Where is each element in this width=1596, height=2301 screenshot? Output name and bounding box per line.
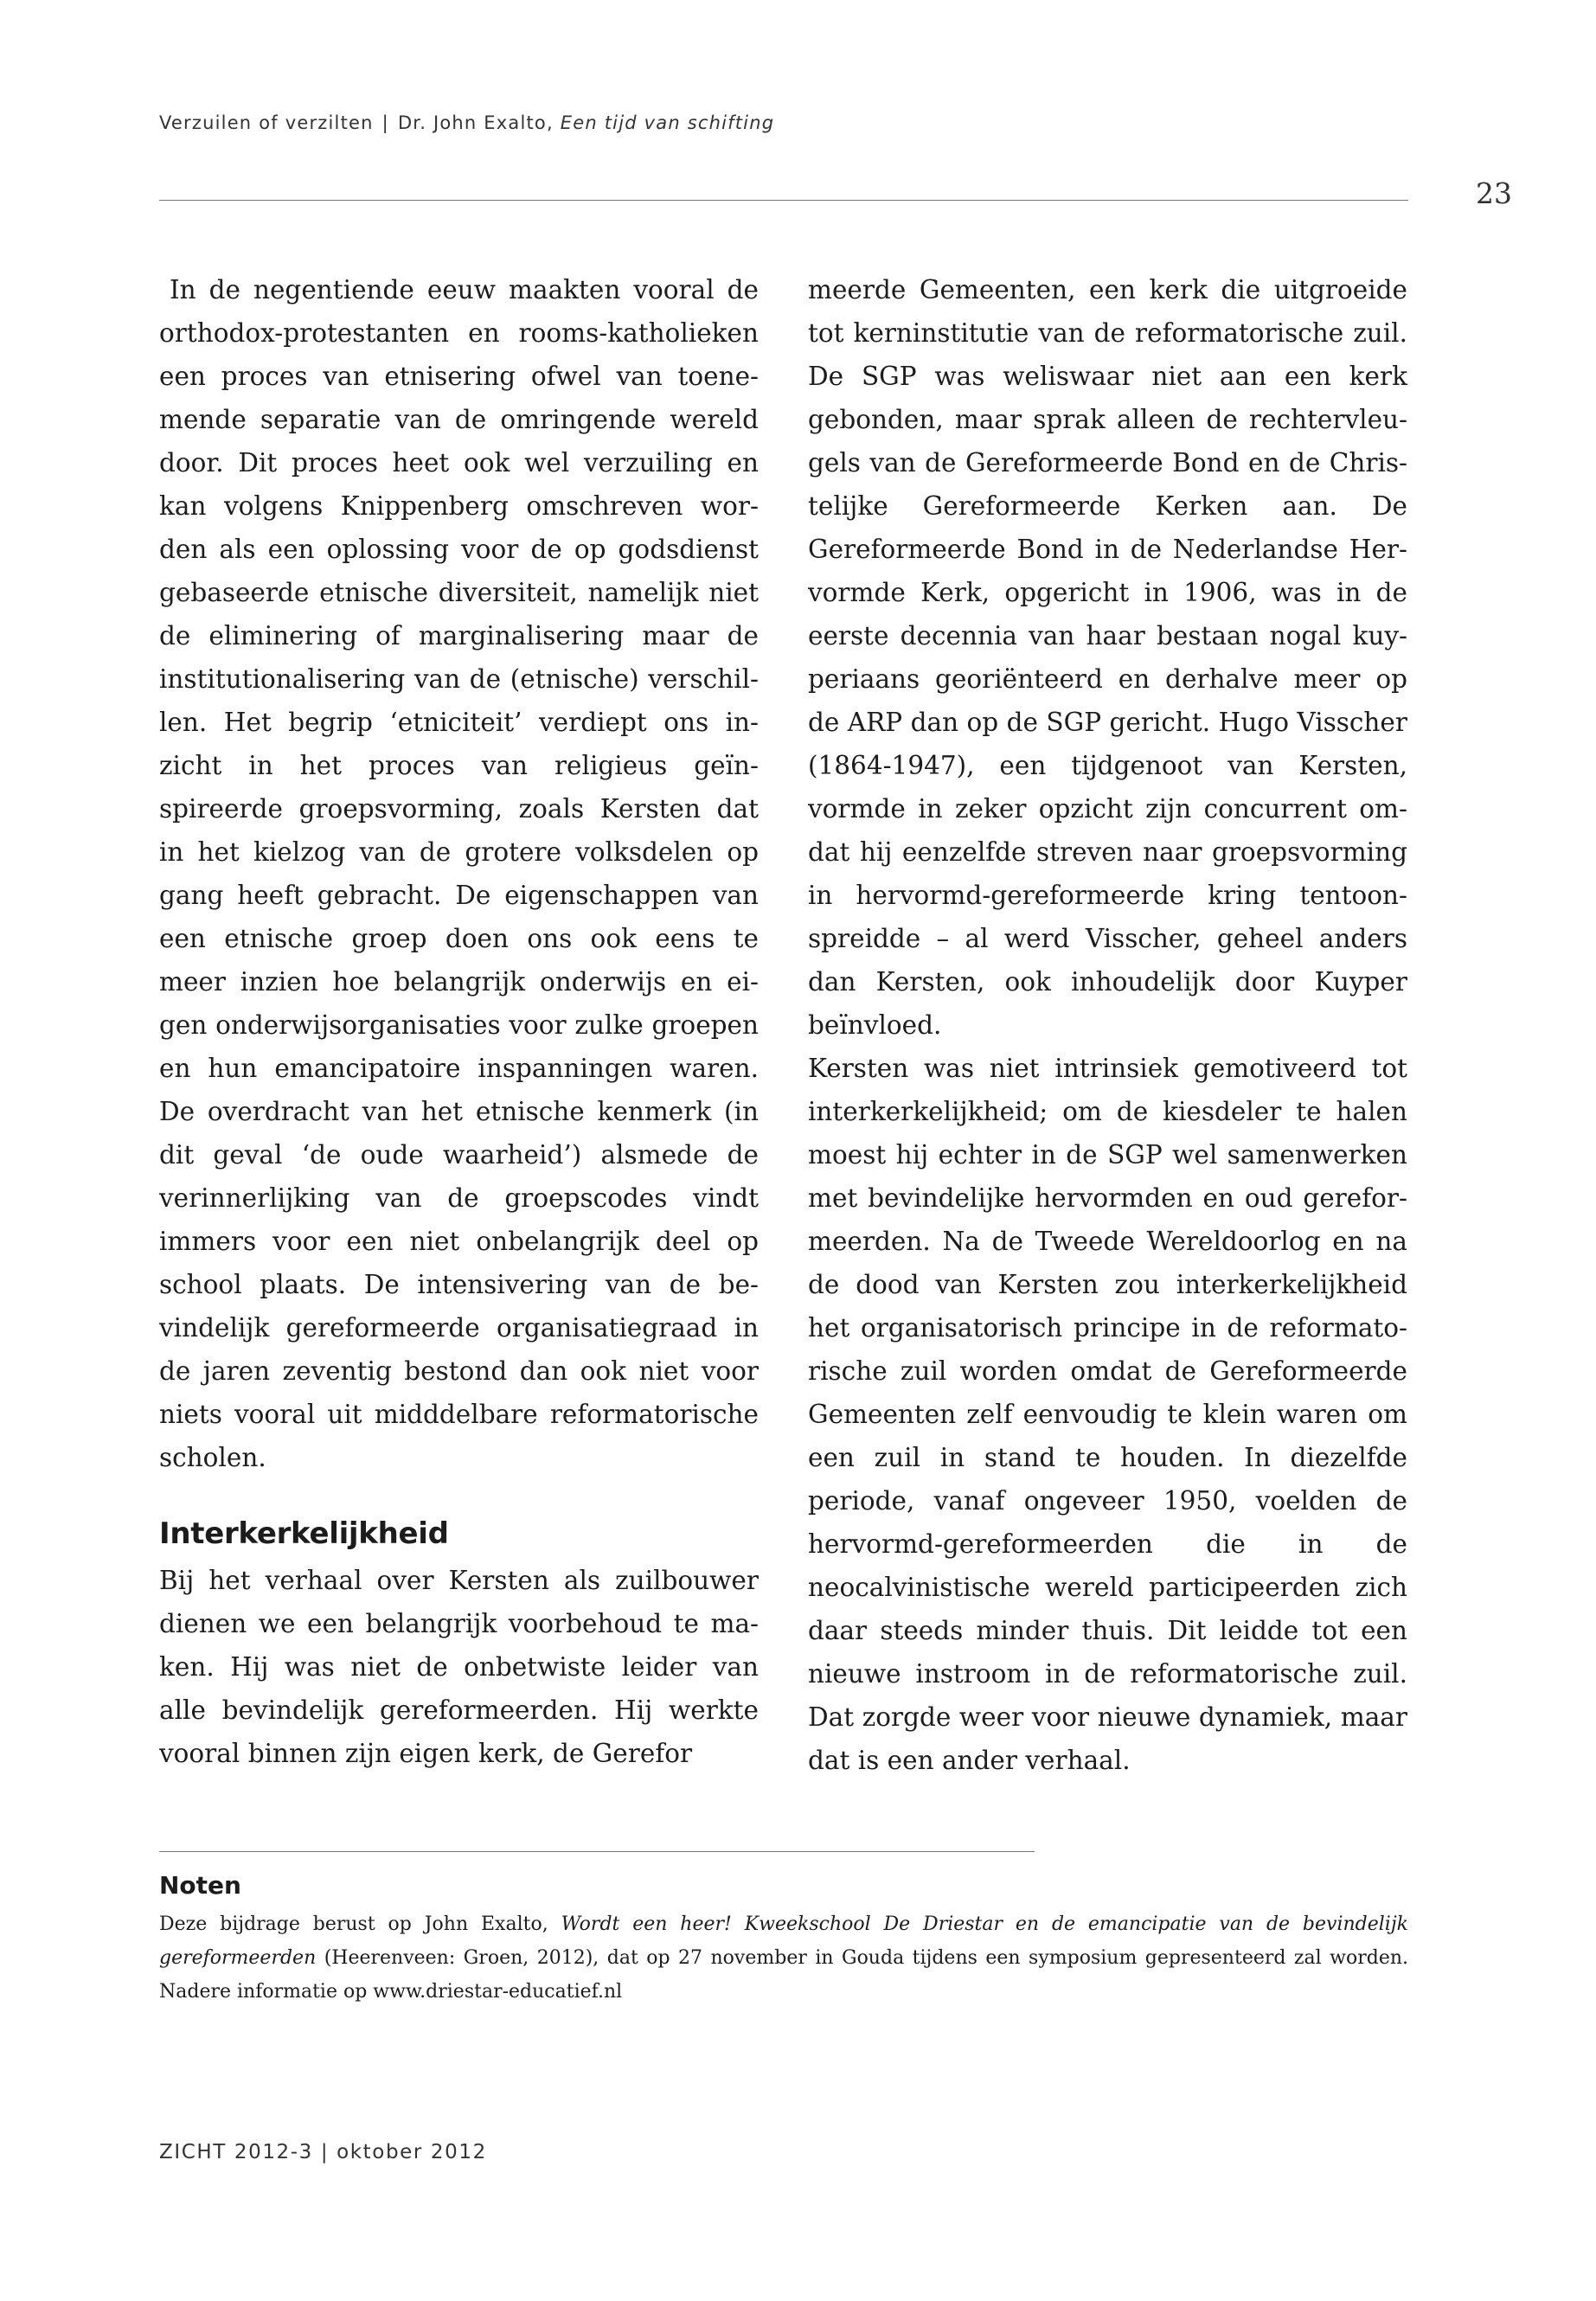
series-title: Verzuilen of verzilten <box>159 112 374 133</box>
header-separator: | <box>381 112 389 133</box>
article-title: Een tijd van schifting <box>560 112 775 133</box>
note-text-after: (Heerenveen: Groen, 2012), dat op 27 november in Gouda tijdens een symposium gepresenteerd zal worden. Nadere informatie op www.driestar-educatief.nl <box>159 1947 1408 2003</box>
note-book-title: Wordt een heer! Kweekschool De Driestar en de emancipatie van de bevindelijk gereformeerden <box>159 1913 1408 1969</box>
right-column <box>808 268 1407 1782</box>
header-rule <box>159 200 1408 201</box>
note-text <box>159 1907 1408 2009</box>
article-author: Dr. John Exalto, <box>397 112 554 133</box>
notes-title: Noten <box>159 1871 241 1900</box>
note-text-before: Deze bijdrage berust op John Exalto, <box>159 1913 561 1935</box>
body-paragraph: In de negentiende eeuw maakten vooral de orthodox-protestanten en rooms-katholieken een proces van etnisering ofwel van toenemende separatie van de omringende wereld door. Dit proces heet ook wel verzuiling en kan volgens Knippenberg omschreven worden als een oplossing voor de op godsdienst gebaseerde etnische diversiteit, namelijk niet de eliminering of marginalisering maar de institutionalisering van de (etnische) verschillen. Het begrip ‘etniciteit’ verdiept ons inzicht in het proces van religieus geïnspireerde groepsvorming, zoals Kersten dat in het kielzog van de grotere volksdelen op gang heeft gebracht. De eigenschappen van een etnische groep doen ons ook eens te meer inzien hoe belangrijk onderwijs en eigen onderwijsorganisaties voor zulke groepen en hun emancipatoire inspanningen waren. De overdracht van het etnische kenmerk (in dit geval ‘de oude waarheid’) alsmede de verinnerlijking van de groepscodes vindt immers voor een niet onbelangrijk deel op school plaats. De intensivering van de bevindelijk gereformeerde organisatiegraad in de jaren zeventig bestond dan ook niet voor niets vooral uit midddelbare reformatorische scholen. <box>159 275 759 1472</box>
running-head <box>159 112 774 133</box>
page-footer: ZICHT 2012-3 | oktober 2012 <box>159 2141 487 2163</box>
section-heading: Interkerkelijkheid <box>159 1516 449 1551</box>
page-number: 23 <box>1476 176 1512 210</box>
notes-rule <box>159 1851 1035 1852</box>
left-column <box>159 268 759 1775</box>
body-paragraph: meerde Gemeenten, een kerk die uitgroeide tot kerninstitutie van de reformatorische zuil. De SGP was weliswaar niet aan een kerk gebonden, maar sprak alleen de rechtervleugels van de Gereformeerde Bond en de Christelijke Gereformeerde Kerken aan. De Gereformeerde Bond in de Nederlandse Hervormde Kerk, opgericht in 1906, was in de eerste decennia van haar bestaan nogal kuyperiaans georiënteerd en derhalve meer op de ARP dan op de SGP gericht. Hugo Visscher (1864-1947), een tijdgenoot van Kersten, vormde in zeker opzicht zijn concurrent omdat hij eenzelfde streven naar groepsvorming in hervormd-gereformeerde kring tentoonspreidde – al werd Visscher, geheel anders dan Kersten, ook inhoudelijk door Kuyper beïnvloed. <box>808 275 1407 1040</box>
body-paragraph: Bij het verhaal over Kersten als zuilbouwer dienen we een belangrijk voorbehoud te maken. Hij was niet de onbetwiste leider van alle bevindelijk gereformeerden. Hij werkte vooral binnen zijn eigen kerk, de Gerefor <box>159 1566 759 1768</box>
body-paragraph: Kersten was niet intrinsiek gemotiveerd tot interkerkelijkheid; om de kiesdeler te halen moest hij echter in de SGP wel samenwerken met bevindelijke hervormden en oud gereformeerden. Na de Tweede Wereldoorlog en na de dood van Kersten zou interkerkelijkheid het organisatorisch principe in de reformatorische zuil worden omdat de Gereformeerde Gemeenten zelf eenvoudig te klein waren om een zuil in stand te houden. In diezelfde periode, vanaf ongeveer 1950, voelden de hervormd-gereformeerden die in de neocalvinistische wereld participeerden zich daar steeds minder thuis. Dit leidde tot een nieuwe instroom in de reformatorische zuil. Dat zorgde weer voor nieuwe dynamiek, maar dat is een ander verhaal. <box>808 1054 1407 1775</box>
